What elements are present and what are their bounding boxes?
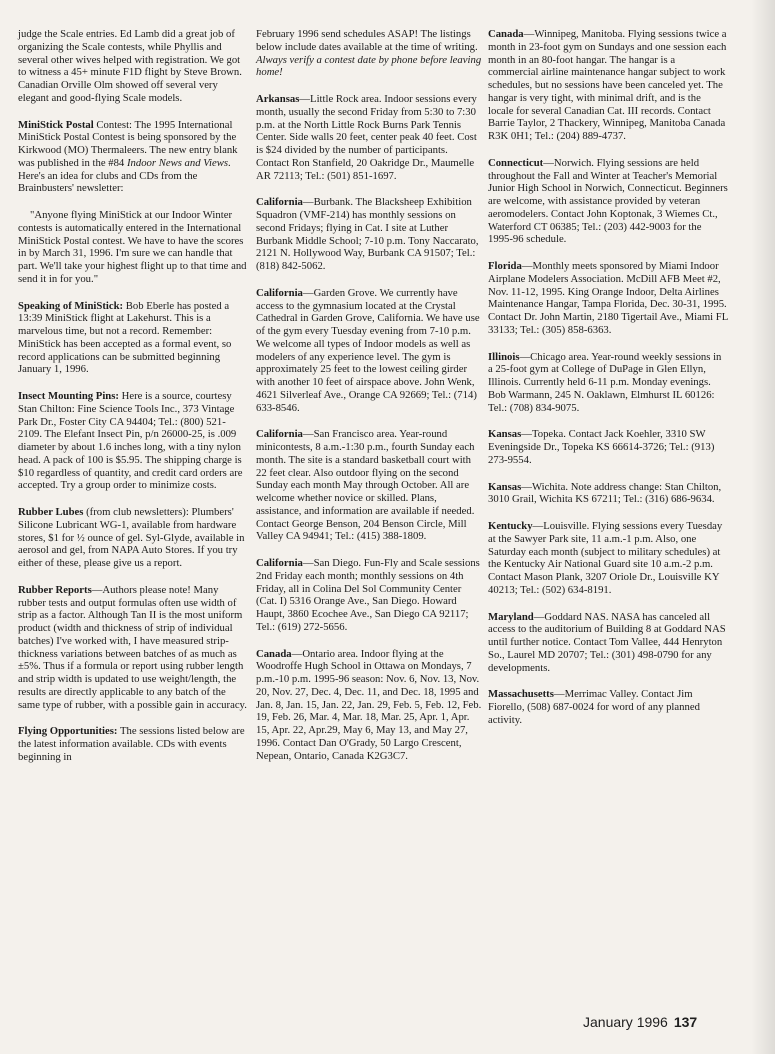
heading-rubber-reports: Rubber Reports — [18, 583, 92, 596]
heading-canada: Canada — [488, 28, 524, 40]
heading-maryland: Maryland — [488, 610, 534, 623]
paragraph-flying-opportunities: Flying Opportunities: The sessions listed below are the latest information available. CDs with events beginning in — [18, 725, 245, 763]
paragraph-insect-pins: Insect Mounting Pins: Here is a source, courtesy Stan Chilton: Fine Science Tools Inc., 373 Vintage Park Dr., Foster City CA 94404; Tel.: (800) 521-2109. The Elefant Insect Pin, p/n 26000-25, is .009 diameter by about 1.6 inches long, with a tiny nylon head. A pack of 100 is $5.95. The shipping charge is $10 regardless of quantity, and credit card orders are accepted. Try a group order to minimize costs. — [18, 390, 243, 492]
page-edge-shadow — [751, 0, 775, 1054]
listing-california-burbank: California—Burbank. The Blacksheep Exhibition Squadron (VMF-214) has monthly sessions on second Fridays; flying in Cat. I site at Luther Burbank Middle School; 7-10 p.m. Tony Naccarato, 2121 N. Hollywood Way, Burbank CA 91507; Tel.: (818) 842-5062. — [256, 196, 479, 272]
heading-insect-pins: Insect Mounting Pins: — [18, 390, 119, 402]
paragraph-schedules: February 1996 send schedules ASAP! The listings below include dates available at the time of writing. Always verify a contest date by phone before leaving home! — [256, 28, 482, 79]
paragraph-scale-entries: judge the Scale entries. Ed Lamb did a great job of organizing the Scale contests, while Phyllis and several other wives helped with registration. We got to witness a 45+ minute F1D flight by Steve Brown. Canadian Orville Olm showed off several very elegant and good-flying Scale models. — [18, 28, 242, 104]
heading-canada: Canada — [256, 647, 292, 660]
heading-flying-opportunities: Flying Opportunities: — [18, 725, 118, 738]
listing-kansas-wichita: Kansas—Wichita. Note address change: Stan Chilton, 3010 Grail, Wichita KS 67211; Tel.: (316) 686-9634. — [488, 480, 722, 506]
heading-kansas: Kansas — [488, 480, 522, 493]
heading-florida: Florida — [488, 260, 522, 272]
page-number: 137 — [673, 1014, 698, 1030]
heading-ministick-postal: MiniStick Postal — [18, 118, 94, 131]
heading-california: California — [256, 557, 303, 569]
heading-arkansas: Arkansas — [256, 93, 300, 105]
heading-kentucky: Kentucky — [488, 520, 533, 532]
listing-kansas-topeka: Kansas—Topeka. Contact Jack Koehler, 3310 SW Eveningside Dr., Topeka KS 66614-3726; Tel.: (913) 273-9554. — [488, 428, 715, 466]
listing-california-san-diego: California—San Diego. Fun-Fly and Scale sessions 2nd Friday each month; monthly sessions on 4th Friday, all in Colina Del Sol Community Center (Cat. I) 5316 Orange Ave., San Diego. Howard Haupt, 3860 Ecochee Ave., San Diego CA 92117; Tel.: (619) 272-5656. — [256, 557, 480, 633]
page-footer — [583, 1014, 697, 1030]
heading-illinois: Illinois — [488, 350, 520, 363]
listing-illinois: Illinois—Chicago area. Year-round weekly sessions in a 25-foot gym at College of DuPage in Glen Ellyn, Illinois. Currently held 6-11 p.m. Monday evenings. Bob Warmann, 245 N. Oaklawn, Elmhurst IL 60126: Tel.: (708) 834-9075. — [488, 350, 722, 414]
listing-california-san-francisco: California—San Francisco area. Year-round minicontests, 8 a.m.-1:30 p.m., fourth Sunday each month. The site is a standard basketball court with 22 feet clear. Also outdoor flying on the second Sunday each month May through October. All are welcome whether novice or skilled. Plans, assistance, and information are available if needed. Contact George Benson, 204 Benson Circle, Mill Valley CA 94941; Tel.: (415) 388-1809. — [256, 428, 475, 543]
heading-connecticut: Connecticut — [488, 156, 544, 169]
listing-canada-ontario: Canada—Ontario area. Indoor flying at the Woodroffe Hugh School in Ottawa on Mondays, 7 p.m.-10 p.m. 1995-96 season: Nov. 6, Nov. 13, Nov. 20, Nov. 27, Dec. 4, Dec. 11, and Dec. 18, 1995 and Jan. 8, Jan. 15, Jan. 22, Jan. 29, Feb. 5, Feb. 12, Feb. 19, Feb. 26, Mar. 4, Mar. 18, Mar. 25, Apr. 1, Apr. 15, Apr. 22, Apr.29, May 6, May 13, and May 27, 1996. Contact Dan O'Grady, 50 Largo Crescent, Nepean, Ontario, Canada K2G3C7. — [256, 647, 482, 762]
paragraph-quote: "Anyone flying MiniStick at our Indoor Winter contests is automatically entered in the International MiniStick Postal contest. We have to have the scores in by March 31, 1996. I'm sure we can handle that part. We'll take your highest flight up to that time and send it in for you." — [18, 209, 247, 285]
heading-california: California — [256, 286, 303, 299]
listing-kentucky: Kentucky—Louisville. Flying sessions every Tuesday at the Sawyer Park site, 11 a.m.-1 p.m. Also, one Saturday each month (subject to military schedules) at the Kentucky Air National Guard site 10 a.m.-2 p.m. Contact Mason Plank, 3207 Oriole Dr., Louisville KY 40213; Tel.: (502) 634-8191. — [488, 520, 723, 596]
column-2 — [256, 28, 482, 776]
heading-kansas: Kansas — [488, 428, 522, 441]
paragraph-rubber-reports: Rubber Reports—Authors please note! Many rubber tests and output formulas often use width of strip as a factor. Although Tan II is the most uniform product (width and thickness of strip of individual batches) I've worked with, I have measured strip-thickness variations between batches of as much as ±5%. Thus if a formula or report using rubber length and strip width is updated to use weight/length, the results are directly applicable to any batch of the same type of rubber, with a possible gain in accuracy. — [18, 583, 247, 711]
listing-maryland: Maryland—Goddard NAS. NASA has canceled all access to the auditorium of Building 8 at Goddard NAS until further notice. Contact Tom Vallee, 444 Henryton So., Laurel MD 20707; Tel.: (301) 498-0790 for any developments. — [488, 610, 726, 674]
paragraph-speaking-ministick: Speaking of MiniStick: Bob Eberle has posted a 13:39 MiniStick flight at Lakehurst. This is a marvelous time, but not a record. Remember: MiniStick has been accepted as a formal event, so record applications can be submitted beginning January 1, 1996. — [18, 299, 232, 376]
listing-california-garden-grove: California—Garden Grove. We currently have access to the gymnasium located at the Crystal Cathedral in Garden Grove, California. We have use of the gym every Tuesday evening from 7-10 p.m. We welcome all types of Indoor models as well as modelers of any experience level. The gym is approximately 25 feet to the lowest ceiling girder with another 10 feet of airspace above. John Wenk, 4621 Silverleaf Ave., Orange CA 92669; Tel.: (714) 633-8546. — [256, 286, 480, 414]
heading-california: California — [256, 196, 303, 209]
column-1 — [18, 28, 248, 778]
listing-canada-winnipeg: Canada—Winnipeg, Manitoba. Flying sessions twice a month in 23-foot gym on Sundays and one session each month in an 80-foot hangar. The hangar is a commercial airline maintenance hangar subject to work schedules, but no sessions have been canceled yet. The hangar is very tight, with minimal drift, and is the locale for several Canadian Cat. III records. Contact Barrie Taylor, 2 Thackery, Winnipeg, Manitoba Canada R3K 0H1; Tel.: (204) 889-4737. — [488, 28, 727, 142]
heading-rubber-lubes: Rubber Lubes — [18, 506, 84, 518]
column-3 — [488, 28, 728, 741]
paragraph-ministick-postal: MiniStick Postal Contest: The 1995 International MiniStick Postal Contest is being sponsored by the Kirkwood (MO) Thermaleers. The new entry blank was published in the #84 Indoor News and Views. Here's an idea for clubs and CDs from the Brainbusters' newsletter: — [18, 118, 238, 195]
footer-date: January 1996 — [583, 1014, 668, 1030]
heading-speaking-ministick: Speaking of MiniStick: — [18, 299, 124, 312]
heading-california: California — [256, 428, 303, 441]
listing-massachusetts: Massachusetts—Merrimac Valley. Contact Jim Fiorello, (508) 687-0024 for word of any planned activity. — [488, 688, 700, 726]
listing-arkansas: Arkansas—Little Rock area. Indoor sessions every month, usually the second Friday from 5:30 to 7:30 p.m. at the North Little Rock Burns Park Tennis Center. Side walls 20 feet, center peak 40 feet. Cost is $24 divided by the number of participants. Contact Ron Stanfield, 20 Oakridge Dr., Maumelle AR 72113; Tel.: (501) 851-1697. — [256, 93, 477, 182]
listing-florida: Florida—Monthly meets sponsored by Miami Indoor Airplane Modelers Association. McDill AFB Meet #2, Nov. 11-12, 1995. King Orange Indoor, Delta Airlines Maintenance Hangar, Tampa Florida, Dec. 30-31, 1995. Contact Dr. John Martin, 2180 Tigertail Ave., Miami FL 33133; Tel.: (305) 858-6363. — [488, 260, 728, 336]
paragraph-rubber-lubes: Rubber Lubes (from club newsletters): Plumbers' Silicone Lubricant WG-1, available from hardware stores, $1 for ½ ounce of gel. Syl-Glyde, available in aerosol and gel, from NAPA Auto Stores. If you try either of these, please give us a report. — [18, 506, 245, 569]
listing-connecticut: Connecticut—Norwich. Flying sessions are held throughout the Fall and Winter at Teacher's Memorial Junior High School in Norwich, Connecticut. Beginners are welcome, with assistance provided by veteran aeromodelers. Contact John Koptonak, 3 Wiemes Ct., Waterford CT 06385; Tel.: (203) 442-9003 for the 1995-96 schedule. — [488, 156, 728, 246]
heading-massachusetts: Massachusetts — [488, 688, 554, 701]
